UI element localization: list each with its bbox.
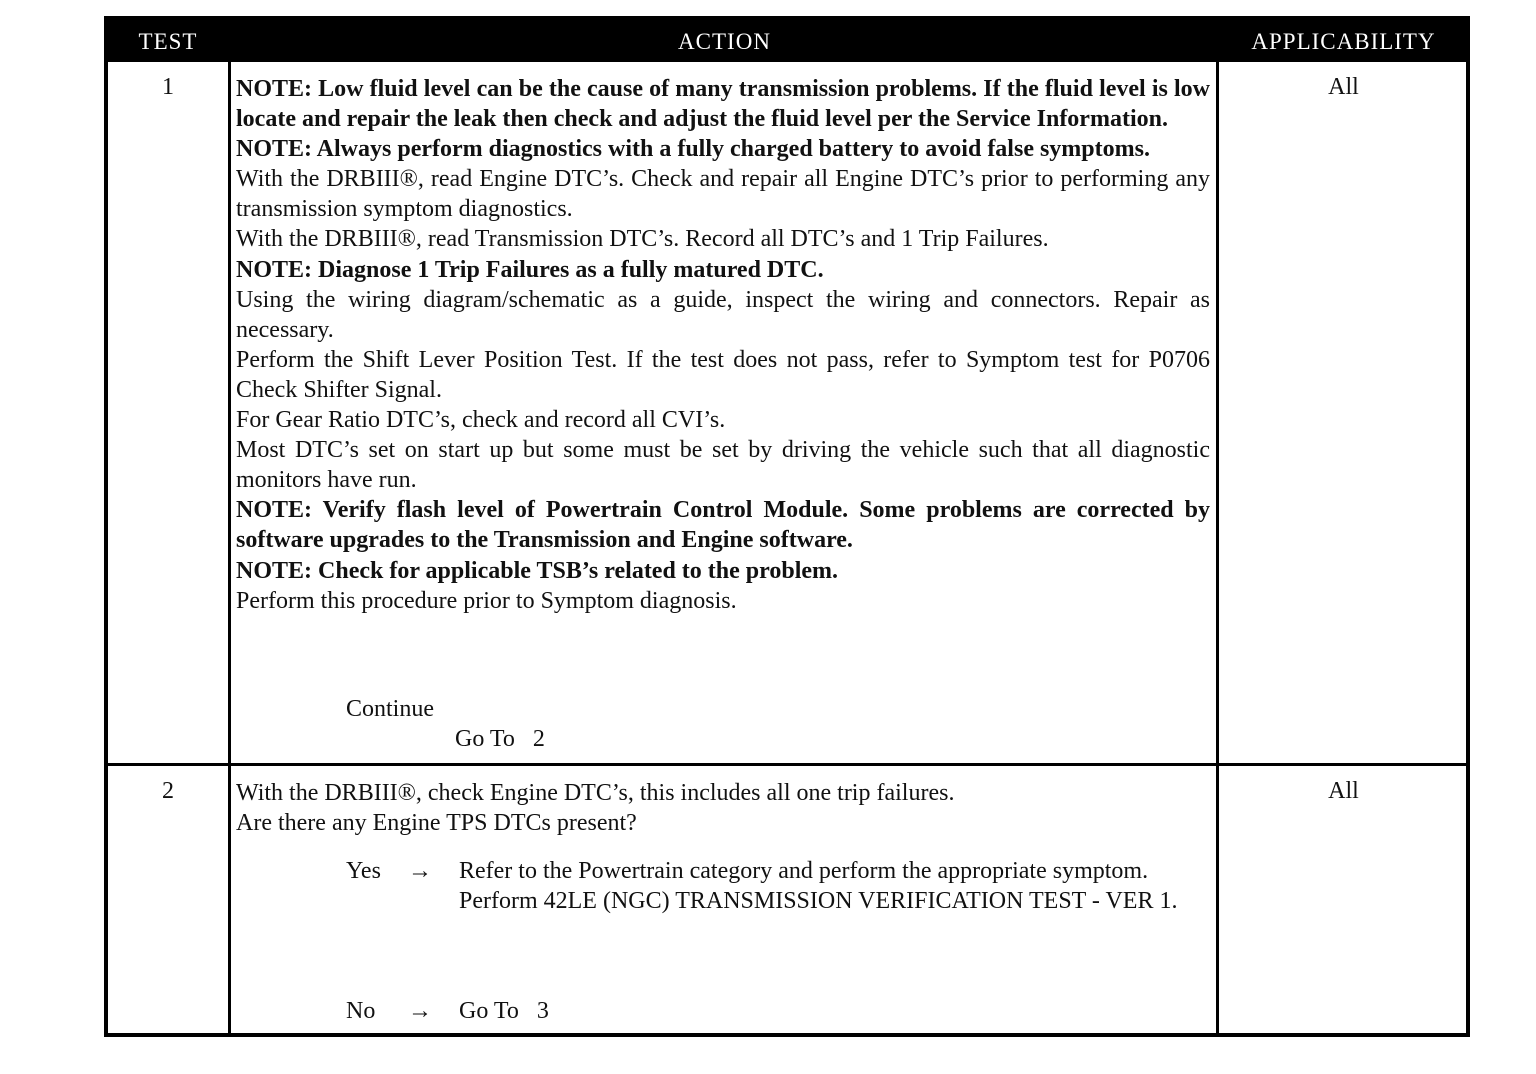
note-trip-failures: NOTE: Diagnose 1 Trip Failures as a fully matured DTC. bbox=[236, 256, 824, 283]
note-low-fluid: NOTE: Low fluid level can be the cause of many transmission problems. If the fluid level is low locate and repair the leak then check and adjust the fluid level per the Service Information. bbox=[236, 76, 1210, 133]
column-divider-action bbox=[1216, 62, 1219, 1037]
no-goto-value: 3 bbox=[536, 998, 549, 1024]
yes-verification-test: Perform 42LE (NGC) TRANSMISSION VERIFICATION TEST - VER 1. bbox=[459, 888, 1178, 914]
header-test: TEST bbox=[138, 29, 198, 54]
header-applicability: APPLICABILITY bbox=[1251, 29, 1436, 54]
step-monitors: Most DTC’s set on start up but some must be set by driving the vehicle such that all diagnostic monitors have run. bbox=[236, 437, 1210, 494]
no-goto-label: Go To bbox=[459, 998, 519, 1024]
row-divider bbox=[108, 763, 1466, 766]
continue-label: Continue bbox=[346, 696, 434, 722]
step-prior-symptom: Perform this procedure prior to Symptom diagnosis. bbox=[236, 587, 737, 614]
goto-label: Go To bbox=[455, 726, 515, 752]
note-flash-level: NOTE: Verify flash level of Powertrain Control Module. Some problems are corrected by software upgrades to the Transmission and Engine software. bbox=[236, 497, 1210, 554]
test-number-2: 2 bbox=[162, 778, 174, 804]
diagnostic-table bbox=[104, 16, 1470, 1037]
table-header bbox=[108, 20, 1466, 62]
yes-arrow-icon: → bbox=[408, 858, 432, 884]
goto-value: 2 bbox=[532, 726, 545, 752]
step-gear-ratio: For Gear Ratio DTC’s, check and record all CVI’s. bbox=[236, 407, 726, 434]
yes-action bbox=[459, 856, 1211, 916]
question-tps-dtcs: Are there any Engine TPS DTCs present? bbox=[236, 810, 637, 837]
applicability-2: All bbox=[1328, 778, 1359, 804]
step-transmission-dtcs: With the DRBIII®, read Transmission DTC’s. Record all DTC’s and 1 Trip Failures. bbox=[236, 226, 1049, 253]
header-action: ACTION bbox=[678, 29, 771, 54]
step-check-engine-dtcs: With the DRBIII®, check Engine DTC’s, this includes all one trip failures. bbox=[236, 780, 955, 806]
column-divider-test bbox=[228, 62, 231, 1037]
no-arrow-icon: → bbox=[408, 998, 432, 1024]
goto-link-3[interactable] bbox=[459, 996, 549, 1026]
step-engine-dtcs: With the DRBIII®, read Engine DTC’s. Check and repair all Engine DTC’s prior to performing any transmission symptom diagnostics. bbox=[236, 166, 1210, 223]
action-text-2 bbox=[236, 778, 1210, 838]
step-shift-lever: Perform the Shift Lever Position Test. If the test does not pass, refer to Symptom test for P0706 Check Shifter Signal. bbox=[236, 346, 1210, 403]
note-tsb: NOTE: Check for applicable TSB’s related to the problem. bbox=[236, 557, 839, 584]
yes-label: Yes bbox=[346, 858, 381, 884]
applicability-1: All bbox=[1328, 74, 1359, 100]
goto-link-2[interactable] bbox=[455, 724, 545, 754]
yes-refer-powertrain: Refer to the Powertrain category and perform the appropriate symptom. bbox=[459, 858, 1149, 884]
note-battery: NOTE: Always perform diagnostics with a fully charged battery to avoid false symptoms. bbox=[236, 136, 1150, 163]
no-label: No bbox=[346, 998, 376, 1024]
action-text-1 bbox=[236, 74, 1210, 616]
test-number-1: 1 bbox=[162, 74, 174, 100]
step-wiring: Using the wiring diagram/schematic as a guide, inspect the wiring and connectors. Repair as necessary. bbox=[236, 286, 1210, 343]
